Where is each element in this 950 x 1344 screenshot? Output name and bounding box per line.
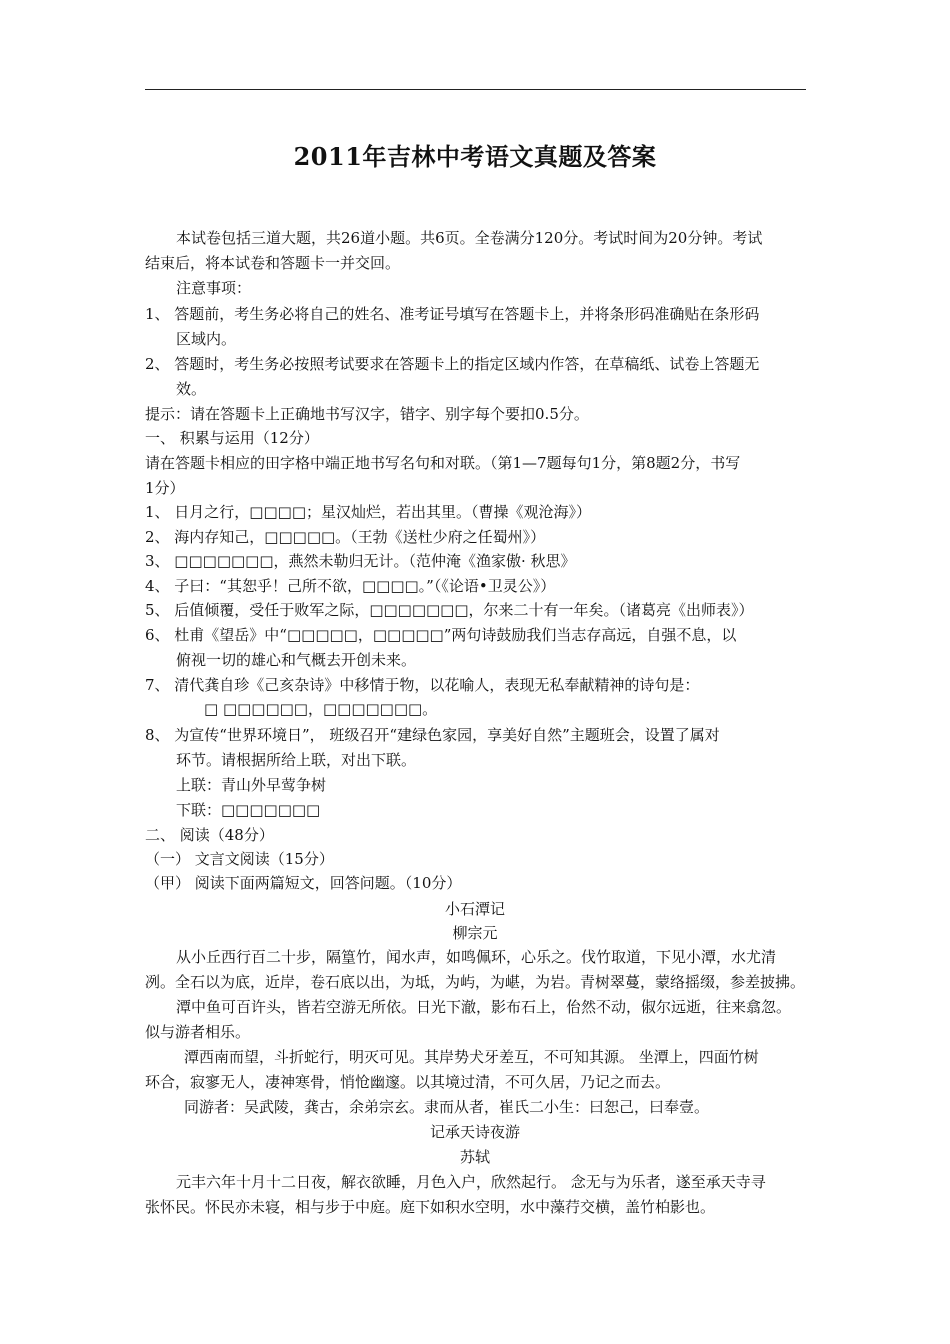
question-item: 2、 海内存知己，□□□□□。（王勃《送杜少府之任蜀州》） — [145, 528, 546, 546]
passage-line: 冽。全石以为底，近岸，卷石底以出，为坻，为屿，为嵁，为岩。青树翠蔓，蒙络摇缀，参差披拂。 — [145, 973, 806, 991]
question-item: 1、 日月之行，□□□□；星汉灿烂，若出其里。（曹操《观沧海》） — [145, 503, 592, 521]
question-item-cont: 环节。请根据所给上联，对出下联。 — [176, 751, 417, 769]
header-rule — [145, 89, 806, 90]
section-heading: 二、 阅读（48分） — [145, 826, 274, 844]
couplet-upper: 上联：青山外早莺争树 — [176, 776, 327, 794]
passage-line: 元丰六年十月十二日夜，解衣欲睡，月色入户，欣然起行。 念无与为乐者，遂至承天寺寻 — [176, 1173, 766, 1191]
passage-line: 同游者：吴武陵，龚古，余弟宗玄。隶而从者，崔氏二小生：曰恕己，曰奉壹。 — [184, 1098, 710, 1116]
question-item: 4、 子曰：“其恕乎！己所不欲，□□□□。”（《论语•卫灵公》） — [145, 577, 556, 595]
passage-line: 环合，寂寥无人，凄神寒骨，悄怆幽邃。以其境过清，不可久居，乃记之而去。 — [145, 1073, 671, 1091]
notice-heading: 注意事项： — [176, 279, 252, 297]
question-item: 6、 杜甫《望岳》中“□□□□□，□□□□□”两句诗鼓励我们当志存高远，自强不息，以 — [145, 626, 737, 644]
passage-author: 苏轼 — [459, 1148, 490, 1166]
tip-line: 提示：请在答题卡上正确地书写汉字，错字、别字每个要扣0.5分。 — [145, 405, 589, 423]
passage-title: 小石潭记 — [444, 900, 505, 918]
section-heading: 一、 积累与运用（12分） — [145, 429, 319, 447]
question-item: 8、 为宣传“世界环境日”， 班级召开“建绿色家园，享美好自然”主题班会，设置了属对 — [145, 726, 720, 744]
couplet-lower: 下联：□□□□□□□ — [176, 801, 321, 819]
intro-line: 结束后，将本试卷和答题卡一并交回。 — [145, 254, 401, 272]
subsection-heading: （甲） 阅读下面两篇短文，回答问题。（10分） — [145, 874, 462, 892]
question-item: 3、 □□□□□□□，燕然未勒归无计。（范仲淹《渔家傲· 秋思》 — [145, 552, 576, 570]
instruction-line: 1分） — [145, 479, 185, 497]
question-item: 7、 清代龚自珍《己亥杂诗》中移情于物，以花喻人，表现无私奉献精神的诗句是： — [145, 676, 700, 694]
intro-line: 本试卷包括三道大题，共26道小题。共6页。全卷满分120分。考试时间为20分钟。考试 — [176, 229, 763, 247]
passage-author: 柳宗元 — [452, 924, 498, 942]
passage-line: 似与游者相乐。 — [145, 1023, 251, 1041]
notice-item: 1、 答题前，考生务必将自己的姓名、准考证号填写在答题卡上，并将条形码准确贴在条形码 — [145, 305, 760, 323]
passage-line: 潭西南而望，斗折蛇行，明灭可见。其岸势犬牙差互，不可知其源。 坐潭上，四面竹树 — [184, 1048, 759, 1066]
question-item-cont: 俯视一切的雄心和气概去开创未来。 — [176, 651, 417, 669]
notice-item: 2、 答题时，考生务必按照考试要求在答题卡上的指定区域内作答，在草稿纸、试卷上答题无 — [145, 355, 760, 373]
question-item: 5、 后值倾覆，受任于败军之际，□□□□□□□，尔来二十有一年矣。（诸葛亮《出师表》） — [145, 601, 754, 619]
question-item-cont: □ □□□□□□，□□□□□□□。 — [204, 700, 438, 718]
instruction-line: 请在答题卡相应的田字格中端正地书写名句和对联。（第1—7题每句1分，第8题2分，书写 — [145, 454, 741, 472]
notice-item-cont: 效。 — [176, 380, 207, 398]
subsection-heading: （一） 文言文阅读（15分） — [145, 850, 334, 868]
passage-line: 潭中鱼可百许头，皆若空游无所依。日光下澈，影布石上，佁然不动，俶尔远逝，往来翕忽。 — [176, 998, 792, 1016]
passage-line: 张怀民。怀民亦未寝，相与步于中庭。庭下如积水空明，水中藻荇交横，盖竹柏影也。 — [145, 1198, 716, 1216]
passage-line: 从小丘西行百二十步，隔篁竹，闻水声，如鸣佩环，心乐之。伐竹取道，下见小潭，水尤清 — [176, 948, 777, 966]
page-title: 2011年吉林中考语文真题及答案 — [293, 142, 657, 171]
passage-title: 记承天诗夜游 — [429, 1123, 520, 1141]
notice-item-cont: 区域内。 — [176, 330, 237, 348]
